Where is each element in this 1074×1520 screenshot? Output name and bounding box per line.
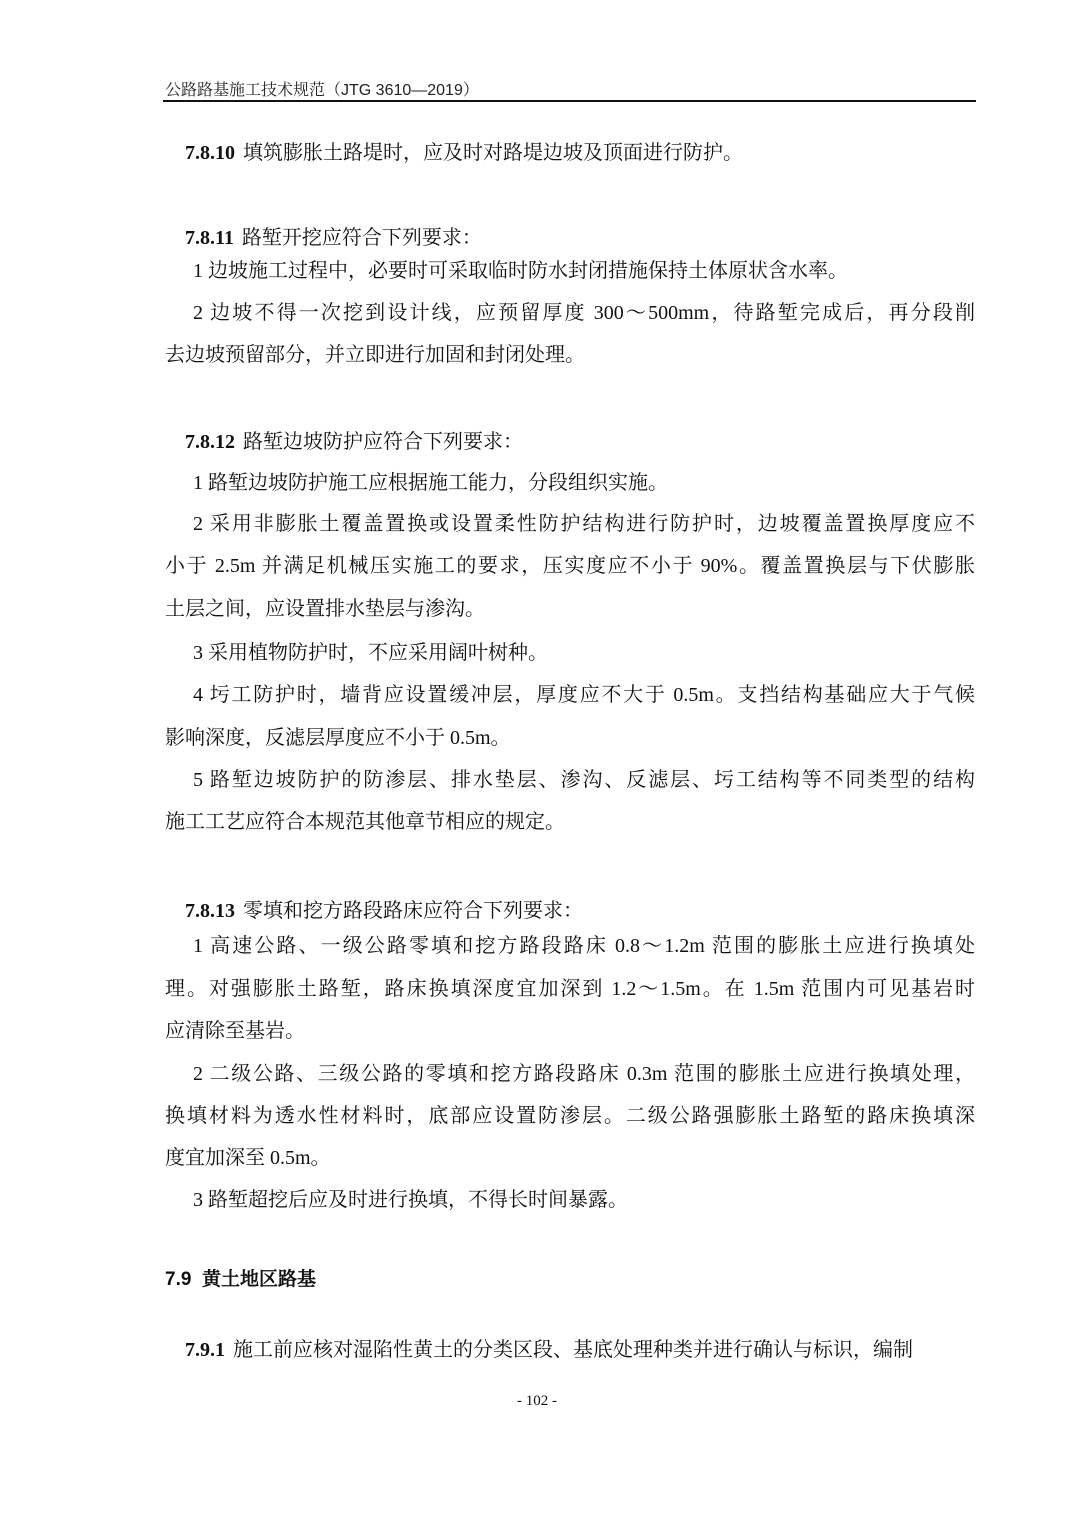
list-item: 2 采用非膨胀土覆盖置换或设置柔性防护结构进行防护时，边坡覆盖置换厚度应不 xyxy=(193,513,975,535)
list-item: 1 高速公路、一级公路零填和挖方路段路床 0.8～1.2m 范围的膨胀土应进行换填处 xyxy=(193,935,975,957)
list-item: 5 路堑边坡防护的防渗层、排水垫层、渗沟、反滤层、圬工结构等不同类型的结构 xyxy=(193,769,975,791)
list-item: 2 边坡不得一次挖到设计线，应预留厚度 300～500mm，待路堑完成后，再分段削 xyxy=(193,302,975,324)
list-item-cont: 理。对强膨胀土路堑，路床换填深度宜加深到 1.2～1.5m。在 1.5m 范围内可见基岩时 xyxy=(165,978,975,1000)
clause-number: 7.8.12 xyxy=(185,431,235,453)
section-number: 7.9 xyxy=(165,1269,192,1290)
list-item-cont: 去边坡预留部分，并立即进行加固和封闭处理。 xyxy=(165,344,585,366)
clause-7-8-13 xyxy=(185,898,975,924)
section-heading xyxy=(165,1267,975,1293)
list-item-cont: 小于 2.5m 并满足机械压实施工的要求，压实度应不小于 90%。覆盖置换层与下伏膨胀 xyxy=(165,555,975,577)
page-number: - 102 - xyxy=(517,1393,557,1409)
header-rule xyxy=(163,100,976,102)
list-item: 2 二级公路、三级公路的零填和挖方路段路床 0.3m 范围的膨胀土应进行换填处理， xyxy=(193,1063,975,1085)
list-item: 1 路堑边坡防护施工应根据施工能力，分段组织实施。 xyxy=(193,472,668,494)
list-item-cont: 度宜加深至 0.5m。 xyxy=(165,1147,331,1169)
clause-7-8-11 xyxy=(185,225,975,251)
list-item-cont: 应清除至基岩。 xyxy=(165,1020,305,1042)
clause-number: 7.8.10 xyxy=(185,142,235,164)
list-item-cont: 影响深度，反滤层厚度应不小于 0.5m。 xyxy=(165,727,511,749)
list-item-cont: 土层之间，应设置排水垫层与渗沟。 xyxy=(165,598,485,620)
clause-7-9-1 xyxy=(185,1337,975,1363)
clause-7-8-10 xyxy=(185,140,975,166)
clause-text: 路堑开挖应符合下列要求： xyxy=(241,227,482,249)
clause-number: 7.9.1 xyxy=(185,1339,225,1361)
list-item: 3 采用植物防护时，不应采用阔叶树种。 xyxy=(193,642,548,664)
list-item-cont: 换填材料为透水性材料时，底部应设置防渗层。二级公路强膨胀土路堑的路床换填深 xyxy=(165,1105,975,1127)
clause-number: 7.8.11 xyxy=(185,227,234,249)
list-item: 3 路堑超挖后应及时进行换填，不得长时间暴露。 xyxy=(193,1189,628,1211)
clause-number: 7.8.13 xyxy=(185,900,235,922)
running-header: 公路路基施工技术规范（JTG 3610—2019） xyxy=(165,82,479,99)
clause-text: 零填和挖方路段路床应符合下列要求： xyxy=(243,900,583,922)
clause-text: 路堑边坡防护应符合下列要求： xyxy=(243,431,523,453)
list-item-cont: 施工工艺应符合本规范其他章节相应的规定。 xyxy=(165,811,565,833)
clause-7-8-12 xyxy=(185,429,975,455)
list-item: 4 圬工防护时，墙背应设置缓冲层，厚度应不大于 0.5m。支挡结构基础应大于气候 xyxy=(193,684,975,706)
clause-text: 施工前应核对湿陷性黄土的分类区段、基底处理种类并进行确认与标识，编制 xyxy=(233,1339,913,1361)
clause-text: 填筑膨胀土路堤时，应及时对路堤边坡及顶面进行防护。 xyxy=(243,142,743,164)
section-title: 黄土地区路基 xyxy=(201,1269,316,1290)
list-item: 1 边坡施工过程中，必要时可采取临时防水封闭措施保持土体原状含水率。 xyxy=(193,260,848,282)
